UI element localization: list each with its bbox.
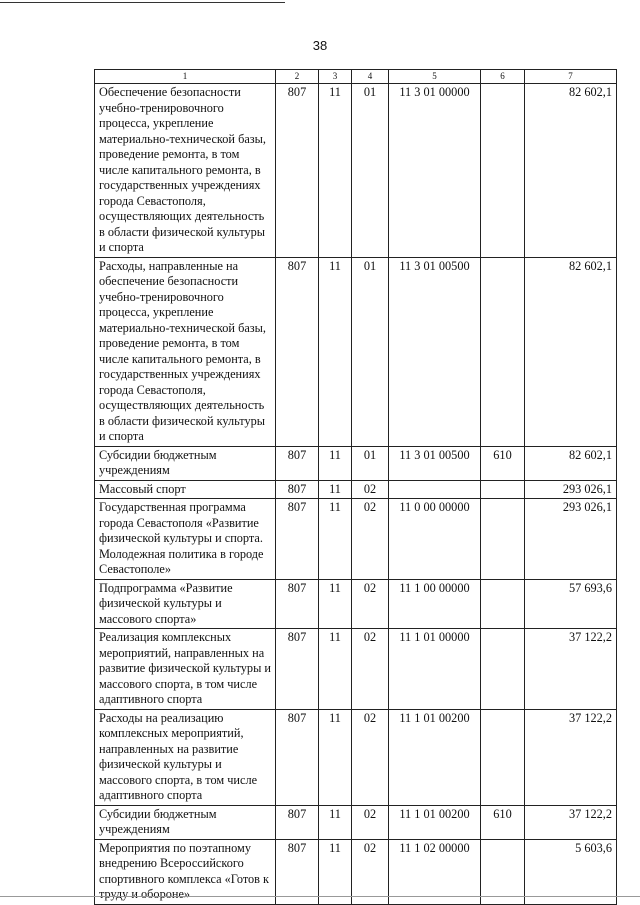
table-row [95,839,617,904]
bottom-edge-line [0,896,640,897]
header-col-1: 1 [95,70,276,84]
table-row [95,84,617,258]
row-csr: 11 1 02 00000 [389,839,481,904]
row-ved: 807 [276,629,319,710]
row-rz: 11 [319,480,352,499]
table-row [95,499,617,580]
row-name: Обеспечение безопасности учебно-тренировочного процесса, укрепление материально-технической базы, проведение ремонта, в том числе капитального ремонта, в государственных учреждениях города Севастополя, осуществляющих деятельность в области физической культуры и спорта [95,84,276,258]
row-vr: 610 [481,446,525,480]
row-rz: 11 [319,579,352,629]
row-vr: 610 [481,805,525,839]
row-sum: 82 602,1 [525,257,617,446]
table-row [95,446,617,480]
row-sum: 82 602,1 [525,84,617,258]
row-ved: 807 [276,805,319,839]
table-row [95,480,617,499]
row-vr [481,579,525,629]
row-ved: 807 [276,257,319,446]
row-csr: 11 3 01 00500 [389,257,481,446]
row-csr: 11 1 00 00000 [389,579,481,629]
row-name: Подпрограмма «Развитие физической культуры и массового спорта» [95,579,276,629]
row-rz: 11 [319,839,352,904]
row-sum: 37 122,2 [525,629,617,710]
row-ved: 807 [276,446,319,480]
row-name: Мероприятия по поэтапному внедрению Всероссийского спортивного комплекса «Готов к труду и обороне» [95,839,276,904]
row-ved: 807 [276,499,319,580]
row-vr [481,709,525,805]
row-rz: 11 [319,709,352,805]
row-name: Реализация комплексных мероприятий, направленных на развитие физической культуры и массового спорта, в том числе адаптивного спорта [95,629,276,710]
row-vr [481,839,525,904]
table-row [95,257,617,446]
top-edge-line [0,2,285,3]
row-pr: 02 [352,629,389,710]
row-ved: 807 [276,709,319,805]
row-pr: 02 [352,805,389,839]
header-col-7: 7 [525,70,617,84]
row-csr: 11 1 01 00200 [389,805,481,839]
row-rz: 11 [319,499,352,580]
row-name: Субсидии бюджетным учреждениям [95,805,276,839]
row-csr: 11 1 01 00000 [389,629,481,710]
row-vr [481,629,525,710]
budget-table [94,69,617,905]
row-name: Расходы, направленные на обеспечение безопасности учебно-тренировочного процесса, укрепление материально-технической базы, проведение ремонта, в том числе капитального ремонта, в государственных учреждениях города Севастополя, осуществляющих деятельность в области физической культуры и спорта [95,257,276,446]
row-rz: 11 [319,805,352,839]
row-pr: 02 [352,709,389,805]
table-row [95,709,617,805]
row-csr [389,480,481,499]
row-sum: 37 122,2 [525,805,617,839]
row-name: Расходы на реализацию комплексных мероприятий, направленных на развитие физической культуры и массового спорта, в том числе адаптивного спорта [95,709,276,805]
row-pr: 02 [352,579,389,629]
row-csr: 11 3 01 00500 [389,446,481,480]
row-pr: 01 [352,446,389,480]
row-ved: 807 [276,579,319,629]
header-col-3: 3 [319,70,352,84]
header-col-6: 6 [481,70,525,84]
row-sum: 5 603,6 [525,839,617,904]
row-sum: 82 602,1 [525,446,617,480]
page-number: 38 [312,38,328,53]
row-sum: 37 122,2 [525,709,617,805]
row-rz: 11 [319,629,352,710]
row-sum: 293 026,1 [525,499,617,580]
row-ved: 807 [276,84,319,258]
row-rz: 11 [319,257,352,446]
row-pr: 02 [352,839,389,904]
row-name: Массовый спорт [95,480,276,499]
row-csr: 11 1 01 00200 [389,709,481,805]
table-row [95,579,617,629]
table-row [95,629,617,710]
row-pr: 02 [352,480,389,499]
header-col-5: 5 [389,70,481,84]
row-sum: 57 693,6 [525,579,617,629]
row-vr [481,84,525,258]
row-vr [481,257,525,446]
header-col-4: 4 [352,70,389,84]
row-rz: 11 [319,446,352,480]
row-csr: 11 0 00 00000 [389,499,481,580]
row-pr: 01 [352,84,389,258]
row-pr: 02 [352,499,389,580]
row-name: Субсидии бюджетным учреждениям [95,446,276,480]
row-sum: 293 026,1 [525,480,617,499]
row-pr: 01 [352,257,389,446]
row-csr: 11 3 01 00000 [389,84,481,258]
row-rz: 11 [319,84,352,258]
row-ved: 807 [276,839,319,904]
header-row [95,70,617,84]
row-ved: 807 [276,480,319,499]
row-vr [481,480,525,499]
row-name: Государственная программа города Севастополя «Развитие физической культуры и спорта. Молодежная политика в городе Севастополе» [95,499,276,580]
table-row [95,805,617,839]
row-vr [481,499,525,580]
header-col-2: 2 [276,70,319,84]
